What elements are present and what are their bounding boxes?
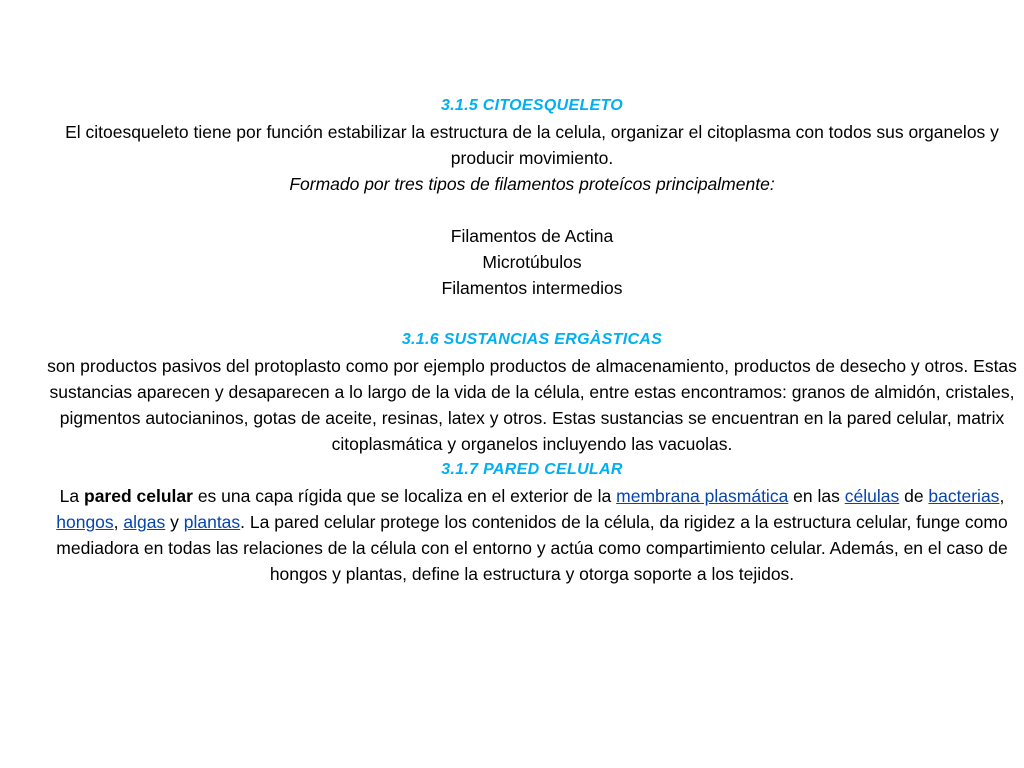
text-rest: . La pared celular protege los contenidos de la célula, da rigidez a la estructura celular, funge como mediadora en todas las relaciones de la célula con el entorno y actúa como compartimiento celular. Además, en el caso de hongos y plantas, define la estructura y otorga soporte a los tejidos.	[56, 512, 1008, 584]
sustancias-ergasticas-description: son productos pasivos del protoplasto como por ejemplo productos de almacenamiento, productos de desecho y otros. Estas sustancias aparecen y desaparecen a lo largo de la vida de la célula, entre estas encontramos: granos de almidón, cristales, pigmentos autocianinos, gotas de aceite, resinas, latex y otros. Estas sustancias se encuentran en la pared celular, matrix citoplasmática y organelos incluyendo las vacuolas.	[47, 356, 1017, 454]
heading-sustancias-ergasticas: 3.1.6 SUSTANCIAS ERGÀSTICAS	[401, 331, 663, 348]
link-membrana-plasmatica[interactable]: membrana plasmática	[616, 486, 789, 506]
term-pared-celular: pared celular	[84, 486, 193, 506]
heading-pared-celular: 3.1.7 PARED CELULAR	[441, 461, 623, 478]
text-la: La	[59, 486, 84, 506]
slide-content	[40, 93, 1024, 587]
filament-item-intermedios: Filamentos intermedios	[441, 278, 623, 298]
text-mid: es una capa rígida que se localiza en el exterior de la	[192, 486, 617, 506]
heading-citoesqueleto: 3.1.5 CITOESQUELETO	[440, 97, 624, 114]
link-algas[interactable]: algas	[123, 512, 166, 532]
text-y: y	[165, 512, 184, 532]
link-hongos[interactable]: hongos	[56, 512, 114, 532]
link-plantas[interactable]: plantas	[183, 512, 241, 532]
separator-comma: ,	[999, 486, 1005, 506]
text-de: de	[899, 486, 929, 506]
spacer	[40, 197, 1024, 223]
link-celulas[interactable]: células	[844, 486, 900, 506]
filament-item-actina: Filamentos de Actina	[450, 226, 614, 246]
link-bacterias[interactable]: bacterias	[928, 486, 1000, 506]
separator-comma: ,	[113, 512, 124, 532]
filament-item-microtubulos: Microtúbulos	[482, 252, 582, 272]
spacer	[40, 301, 1024, 327]
pared-celular-description	[40, 483, 1024, 587]
citoesqueleto-description: El citoesqueleto tiene por función estabilizar la estructura de la celula, organizar el citoplasma con todos sus organelos y producir movimiento.	[65, 122, 999, 168]
filament-types-intro: Formado por tres tipos de filamentos proteícos principalmente:	[289, 174, 775, 194]
text-en-las: en las	[788, 486, 845, 506]
